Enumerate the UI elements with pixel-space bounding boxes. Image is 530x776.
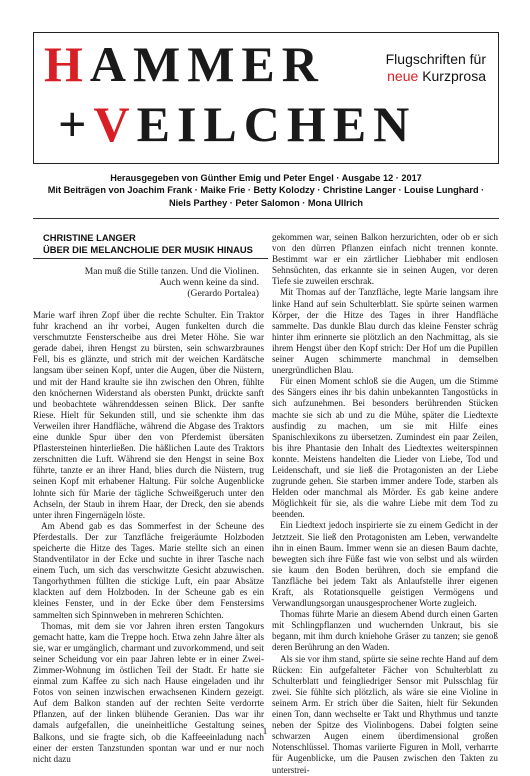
epigraph	[33, 266, 259, 299]
masthead	[33, 32, 499, 164]
logo-veilchen-rest: EILCHEN	[136, 96, 417, 152]
logo-veilchen	[58, 96, 417, 152]
contributors-line1: Mit Beiträgen von Joachim Frank · Maike Frie · Betty Kolodzy · Christine Langer · Louise Lunghard ·	[47, 185, 485, 196]
paragraph: Mit Thomas auf der Tanzfläche, legte Marie langsam ihre linke Hand auf sein Schulterblatt. Sie spürte seinen warmen Körper, der die Hitze des Tages in ihrer Handfläche sammelte. Das dunkle Blau durch das kleine Fenster schräg hinter ihm erinnerte sie plötzlich an den Nachmittag, als sie ihrem Hengst über den Kopf strich: Der Hof um die Pupillen seiner Augen schimmerte manchmal in demselben unergründlichen Blau.	[272, 287, 498, 376]
paragraph: Marie warf ihren Zopf über die rechte Schulter. Ein Traktor fuhr krachend an ihr vorbei, Augen funkelten durch die verschmutzte Fensterscheibe aus drei Meter Höhe. Sie war gerade dabei, ihren Hengst zu bürsten, sein schwarzbraunes Fell, bis es glänzte, und strich mit der weichen Kardätsche langsam über seinen Kopf, unter die Augen, über die Nüstern, und mit der Hand kraulte sie ihn zwischen den Ohren, fühlte den knöchernen Widerstand als obersten Punkt, drückte sanft und beobachtete währenddessen seinen Blick. Der sanfte Riese. Hielt für Sekunden still, und sie schenkte ihm das Verweilen ihrer Handfläche, während die Abgase des Traktors eine dunkle Spur über den von Pferdemist übersäten Pflastersteinen hinterließen. Die häßlichen Laute des Traktors zerschnitten die Luft. Während sie den Hengst in seine Box führte, tanzte er an ihrer Hand, blies durch die Nüstern, trug seinen Kopf mit erhabener Haltung. Für solche Augenblicke lohnte sich für Marie der tägliche Schweißgeruch unter den Achseln, der Staub in ihrem Haar, der Dreck, den sie abends unter ihren Fingernägeln löste.	[33, 310, 264, 520]
article-author: CHRISTINE LANGER	[43, 232, 136, 243]
paragraph: Thomas führte Marie an diesem Abend durch einen Garten mit Schlingpflanzen und wuchernden Unkraut, bis sie begann, mit ihm durch kniehohe Gräser zu tanzen; sie genoß deren Berührung an den Waden.	[272, 609, 498, 653]
paragraph: Am Abend gab es das Sommerfest in der Scheune des Pferdestalls. Der zur Tanzfläche freigeräumte Holzboden speicherte die Hitze des Tages. Marie stellte sich an einen Standventilator in der Ecke und suchte in ihrer Tasche nach einem Tuch, um sich das verschwitzte Gesicht abzuwischen. Tangorhythmen füllten die stickige Luft, ein paar Absätze klackten auf dem Holzboden. In der Scheune gab es ein kleines Fenster, und in der Ecke über dem Fenstersims sammelten sich Spinnweben in mehreren Schichten.	[33, 520, 264, 620]
tagline-rest: Kurzprosa	[422, 67, 486, 84]
paragraph: Als sie vor ihm stand, spürte sie seine rechte Hand auf dem Rücken: Ein aufgefalteter Fächer von Schulterblatt zu Schulterblatt und feingliedriger Sensor mit Pulsschlag für zwei. Sie fühlte sich plötzlich, als wäre sie eine Violine in seinem Arm. Er strich über die Saiten, hielt für Sekunden einen Ton, dann wechselte er Takt und Rhythmus und tanzte neben der Spitze des Violinbogens. Dabei folgten seine schwarzen Augen einem überdimensional großen Notenschlüssel. Thomas variierte Figuren in Moll, verharrte für Augenblicke, um die Pausen zwischen den Takten zu unterstrei-	[272, 653, 498, 775]
contributors-line2: Niels Parthey · Peter Salomon · Mona Ullrich	[168, 197, 363, 208]
logo-v-letter: V	[93, 96, 137, 152]
text-column-left	[33, 310, 264, 765]
article-heading	[43, 232, 268, 256]
logo-hammer	[44, 36, 325, 92]
publication-info	[33, 172, 499, 209]
tagline	[386, 51, 486, 84]
tagline-red-word: neue	[387, 67, 419, 84]
title-divider	[33, 258, 268, 259]
epigraph-line: Man muß die Stille tanzen. Und die Violinen.	[84, 266, 259, 277]
paragraph: Ein Liedtext jedoch inspirierte sie zu einem Gedicht in der Jetztzeit. Sie ließ den Protagonisten am Leben, verwandelte ihn in einen Baum. Immer wenn sie an diesen Baum dachte, bewegten sich ihre Füße fast wie von selbst und als würden sie kaum den Boden berühren, doch sie empfand die Tanzfläche bei jedem Takt als Anlaufstelle ihrer eigenen Kraft, als Rotationsquelle geistigen Vermögens und Verwandlungsorgan unausgesprochener Worte zugleich.	[272, 520, 498, 609]
epigraph-attribution: (Gerardo Portalea)	[187, 288, 259, 299]
tagline-line1: Flugschriften für	[385, 51, 486, 67]
page-number: 1	[262, 726, 268, 736]
tagline-line2	[386, 68, 486, 85]
paragraph: Thomas, mit dem sie vor Jahren ihren ersten Tangokurs gemacht hatte, kam die Treppe hoch. Etwa zehn Jahre älter als sie, war er umgänglich, charmant und zuvorkommend, und seit seiner Scheidung vor ein paar Jahren lebte er in einer Zwei-Zimmer-Wohnung im östlichen Teil der Stadt. Er hatte sie einmal zum Kaffee zu sich nach Hause eingeladen und ihr Fotos von seinen inzwischen erwachsenen Kindern gezeigt. Auf dem Balkon standen auf der rechten Seite verdorrte Pflanzen, auf der linken blühende Geranien. Das war ihr damals aufgefallen, die uneinheitliche Gestaltung seines Balkons, und sie fragte sich, ob die Kaffeeeinladung nach einer der ersten Tanzstunden spontan war und er nur noch nicht dazu	[33, 620, 264, 764]
logo-plus-sign: +	[58, 96, 94, 152]
paragraph: gekommen war, seinen Balkon herzurichten, oder ob er sich von den dürren Pflanzen einfach nicht trennen konnte. Bestimmt war er ein zärtlicher Liebhaber mit endlosen Sehnsüchten, das erkannte sie in seinen Augen, vor deren Tiefe sie zuweilen erschrak.	[272, 232, 498, 287]
logo-h-letter: H	[44, 36, 90, 92]
header-divider	[33, 218, 499, 219]
editors-line: Herausgegeben von Günther Emig und Peter Engel · Ausgabe 12 · 2017	[110, 173, 422, 183]
article-title: ÜBER DIE MELANCHOLIE DER MUSIK HINAUS	[43, 244, 253, 255]
epigraph-line: Auch wenn keine da sind.	[159, 277, 259, 288]
text-column-right	[272, 232, 498, 776]
logo-hammer-rest: AMMER	[89, 36, 325, 92]
paragraph: Für einen Moment schloß sie die Augen, um die Stimme des Sängers eines ihr bis dahin unbekannten Tangostücks in sich aufzunehmen. Bei besonders berührenden Stücken machte sie sich ab und zu die Mühe, später die Liedtexte ausfindig zu machen, um sie mit Hilfe eines Spanischlexikons zu übersetzen. Zumindest ein paar Zeilen, bis ihre Phantasie den Inhalt des Liedtextes weiterspinnen konnte. Meistens handelten die Lieder von Liebe, Tod und Leidenschaft, und sie ließ die Protagonisten an der Liebe zugrunde gehen. Sie starben immer andere Tode, starben als Helden oder manchmal als Mörder. Es gab keine andere Möglichkeit für sie, als die wahre Liebe mit dem Tod zu beenden.	[272, 376, 498, 520]
